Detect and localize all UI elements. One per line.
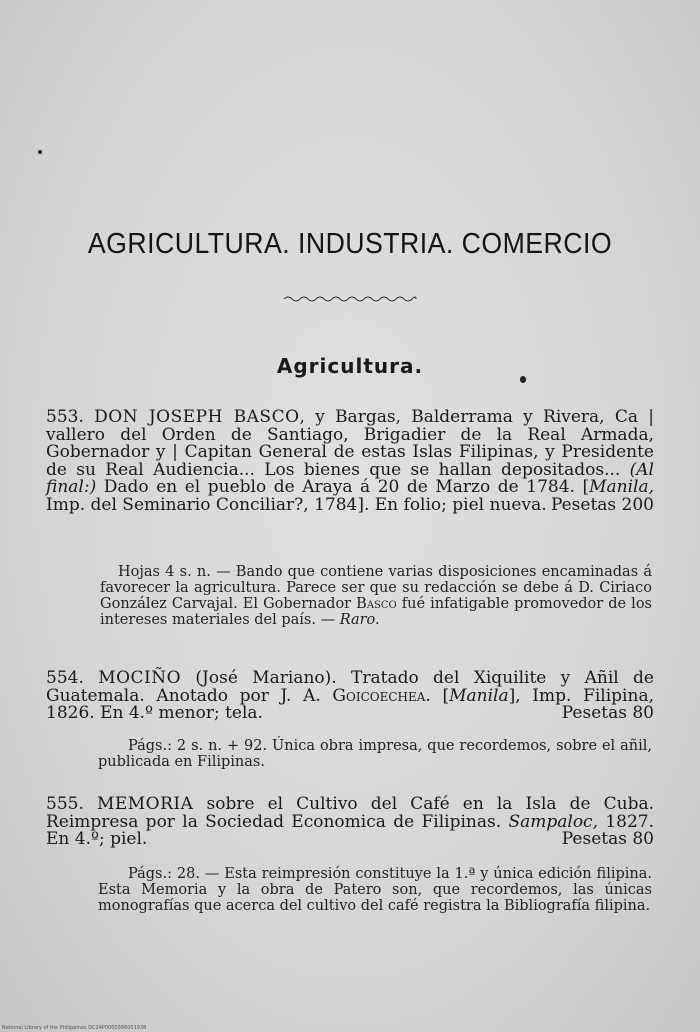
entry-text-c: Imp. del Seminario Conciliar?, 1784]. En folio; piel nueva. (46, 494, 547, 515)
catalog-entry-554: 554. MOCIÑO (José Mariano). Tratado del Xiquilite y Añil de Guatemala. Anotado por J. A. Goicoechea. [Manila], Imp. Filipina, 1826. En 4.º menor; tela. Pesetas 80 (46, 668, 654, 723)
entry-number: 554. (46, 668, 84, 688)
entry-place: Manila, (589, 477, 654, 497)
entry-price: Pesetas 80 (561, 703, 654, 723)
entry-text: , y Bargas, Balderrama y Rivera, Ca | vallero del Orden de Santiago, Brigadier de la Real Armada, Gobernador y | Capitan General de estas Islas Filipinas, y Presidente de su Real Audiencia... Los bienes que se hallan depositados... (46, 407, 654, 480)
section-heading: Agricultura. (276, 354, 424, 378)
entry-italic: (Al final:) (46, 459, 654, 497)
entry-note-555: Págs.: 28. — Esta reimpresión constituye la 1.ª y única edición filipina. Esta Memoria y la obra de Patero son, que recordemos, las únicas monografías que acerca del cultivo del café registra la Bibliografía filipina. (98, 866, 652, 914)
entry-author: MEMORIA (96, 794, 194, 814)
ink-speck (38, 150, 42, 154)
catalog-entry-555: 555. MEMORIA sobre el Cultivo del Café en la Isla de Cuba. Reimpresa por la Sociedad Economica de Filipinas. Sampaloc, 1827. En 4.º; piel. Pesetas 80 (46, 794, 655, 849)
entry-smallcaps: Goicoechea (332, 685, 426, 706)
entry-author: MOCIÑO (98, 668, 182, 688)
divider-ornament-icon (282, 292, 418, 306)
entry-place: Sampaloc, (508, 811, 598, 832)
page-title: AGRICULTURA. INDUSTRIA. COMERCIO (87, 228, 613, 260)
catalog-entry-553 (46, 409, 654, 514)
entry-text: (José Mariano). Tratado del Xiquilite y Añil de Guatemala. Anotado por J. A. (46, 668, 654, 706)
entry-place: Manila (449, 685, 509, 706)
footer-attribution: National Library of the Philippines DC24P0000366001938 (2, 1025, 147, 1031)
entry-text-b: Dado en el pueblo de Araya á 20 de Marzo de 1784. [ (96, 477, 590, 497)
entry-price: Pesetas 200 (550, 494, 654, 515)
entry-text: sobre el Cultivo del Café en la Isla de Cuba. Reimpresa por la Sociedad Economica de Filipinas. (46, 794, 655, 832)
entry-number: 555. (46, 794, 84, 814)
entry-price: Pesetas 80 (561, 829, 654, 849)
entry-note-554: Págs.: 2 s. n. + 92. Única obra impresa, que recordemos, sobre el añil, publicada en Filipinas. (98, 738, 652, 770)
entry-note-553: Hojas 4 s. n. — Bando que contiene varias disposiciones encaminadas á favorecer la agricultura. Parece ser que su redacción se debe á D. Ciriaco González Carvajal. El Gobernador Basco fué infatigable promovedor de los intereses materiales del país. — Raro. (100, 564, 652, 628)
note-italic: Raro. (339, 612, 380, 628)
entry-author: DON JOSEPH BASCO (94, 407, 300, 427)
note-smallcaps: Basco (356, 596, 397, 612)
entry-number: 553. (46, 407, 84, 427)
